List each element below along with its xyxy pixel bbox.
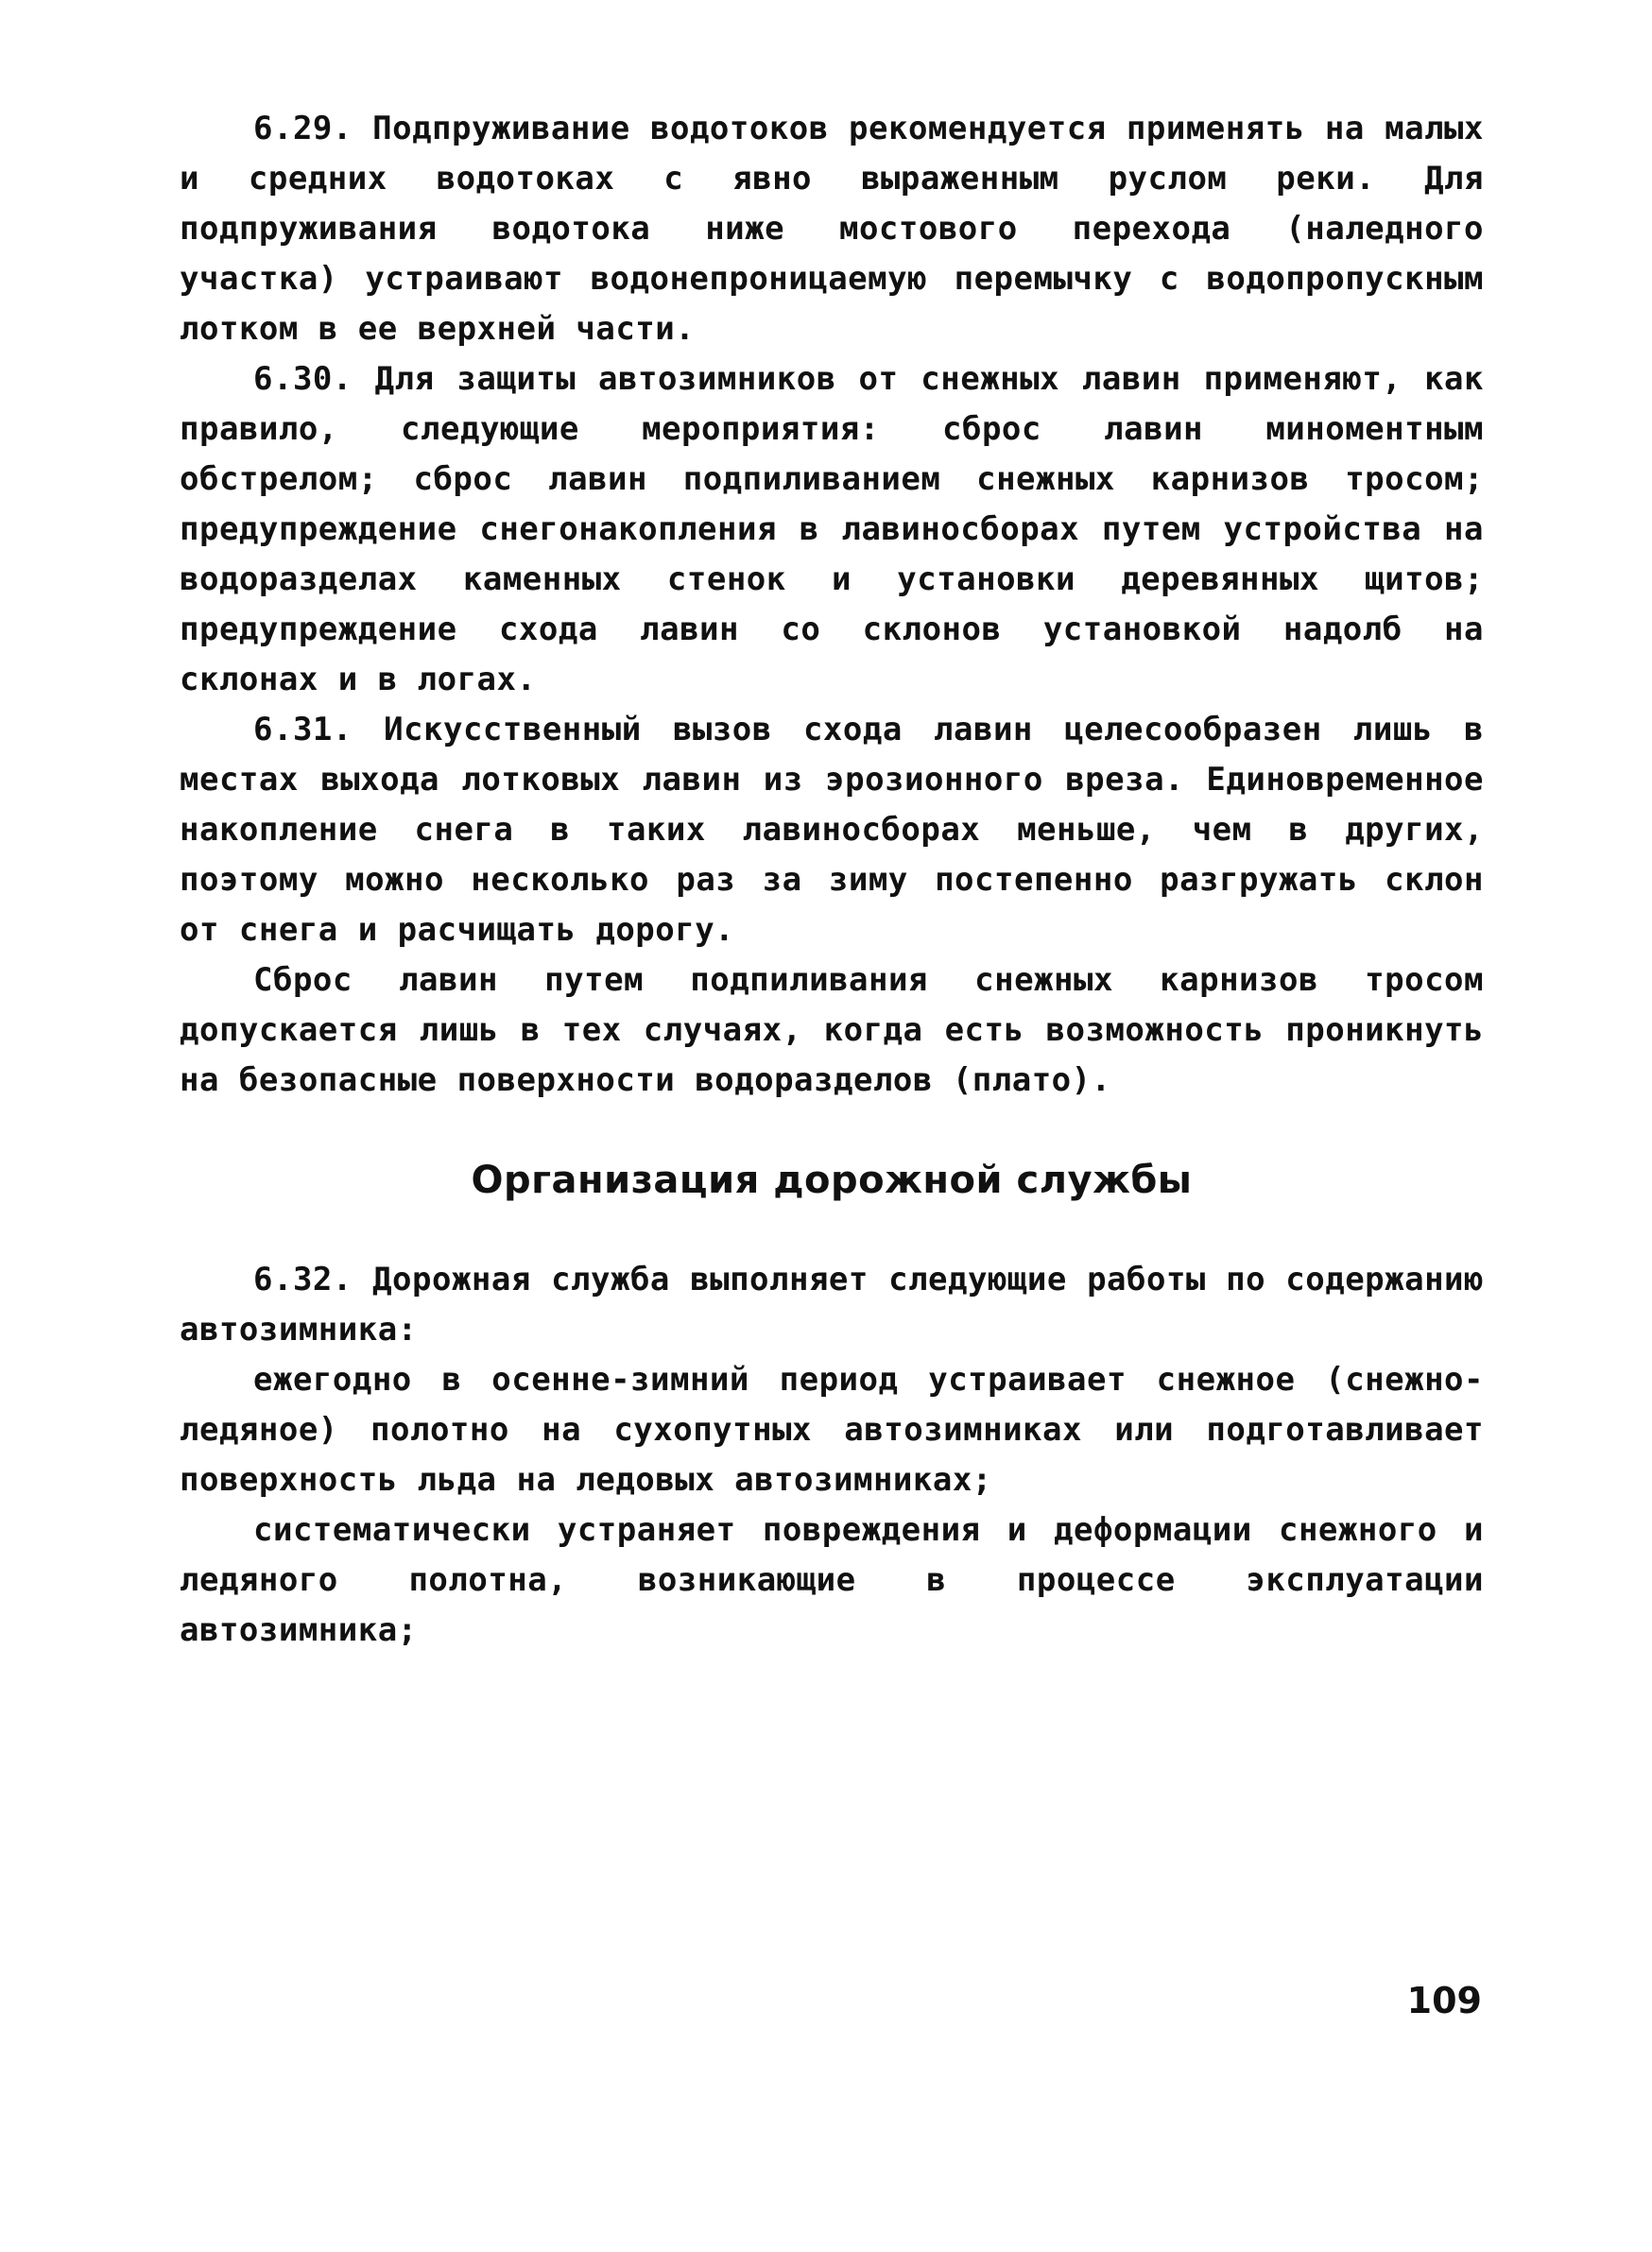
page-number: 109 — [1406, 1980, 1482, 2021]
list-item-annual-work: ежегодно в осенне-зимний период устраивает снежное (снежно-ледяное) полотно на сухопутных автозимниках или подготавливает поверхность льда на ледовых автозимниках; — [180, 1361, 1484, 1499]
section-heading: Организация дорожной службы — [471, 1159, 1193, 1202]
paragraph-6-31: 6.31. Искусственный вызов схода лавин целесообразен лишь в местах выхода лотковых лавин из эрозионного вреза. Единовременное накопление снега в таких лавиносборах меньше, чем в других, поэтому можно несколько раз за зиму постепенно разгружать склон от снега и расчищать дорогу. — [180, 711, 1484, 949]
paragraph-6-32: 6.32. Дорожная служба выполняет следующие работы по содержанию автозимника: — [180, 1261, 1484, 1349]
paragraph-avalanche-cable: Сброс лавин путем подпиливания снежных карнизов тросом допускается лишь в тех случаях, когда есть возможность проникнуть на безопасные поверхности водоразделов (плато). — [180, 961, 1484, 1099]
list-item-systematic-repair: систематически устраняет повреждения и деформации снежного и ледяного полотна, возникающие в процессе эксплуатации автозимника; — [180, 1511, 1484, 1649]
document-page — [180, 104, 1484, 2145]
paragraph-6-29: 6.29. Подпруживание водотоков рекомендуется применять на малых и средних водотоках с явно выраженным руслом реки. Для подпруживания водотока ниже мостового перехода (наледного участка) устраивают водонепроницаемую перемычку с водопропускным лотком в ее верхней части. — [180, 110, 1484, 348]
section-heading-wrap — [180, 1159, 1484, 1202]
paragraph-6-30: 6.30. Для защиты автозимников от снежных лавин применяют, как правило, следующие мероприятия: сброс лавин миноментным обстрелом; сброс лавин подпиливанием снежных карнизов тросом; предупреждение снегонакопления в лавиносборах путем устройства на водоразделах каменных стенок и установки деревянных щитов; предупреждение схода лавин со склонов установкой надолб на склонах и в логах. — [180, 360, 1484, 698]
